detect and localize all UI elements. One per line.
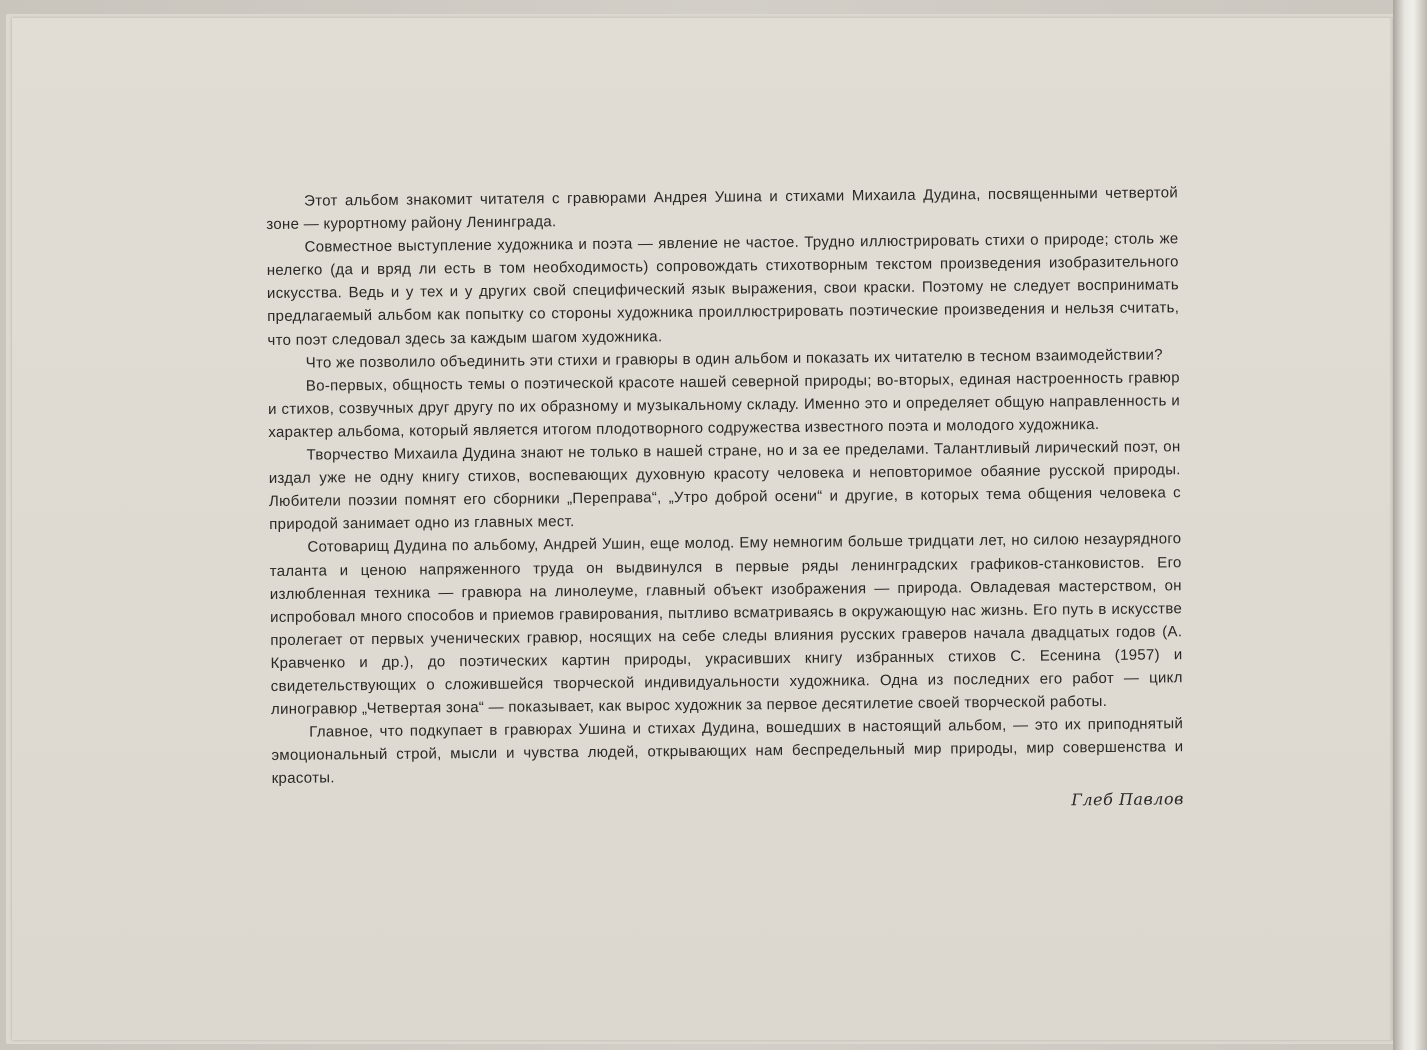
paragraph-1: Этот альбом знакомит читателя с гравюрами Андрея Ушина и стихами Михаила Дудина, посвященными четвертой зоне — курортному району Ленинграда. xyxy=(266,184,1179,234)
foreword-text xyxy=(266,181,1184,819)
paragraph-2: Совместное выступление художника и поэта — явление не частое. Трудно иллюстрировать стихи о природе; столь же нелегко (да и вряд ли есть в том необходимость) сопровождать стихотворным текстом произведения изобразительного искусства. Ведь и у тех и у других свой специфический язык выражения, свои краски. Поэтому не следует воспринимать предлагаемый альбом как попытку со стороны художника проиллюстрировать поэтические произведения и нельзя считать, что поэт следовал здесь за каждым шагом художника. xyxy=(266,230,1180,349)
paragraph-4: Во-первых, общность темы о поэтической красоте нашей северной природы; во-вторых, единая настроенность гравюр и стихов, созвучных друг другу по их образному и музыкальному складу. Именно это и определяет общую направленность и характер альбома, который является итогом плодотворного содружества известного поэта и молодого художника. xyxy=(268,368,1181,441)
author-signature: Глеб Павлов xyxy=(1071,789,1184,810)
paragraph-7: Главное, что подкупает в гравюрах Ушина и стихах Дудина, вошедших в настоящий альбом, — это их приподнятый эмоциональный строй, мысли и чувства людей, открывающих нам беспредельный мир природы, мир совершенства и красоты. xyxy=(271,715,1184,788)
paragraph-5: Творчество Михаила Дудина знают не только в нашей стране, но и за ее пределами. Талантливый лирический поэт, он издал уже не одну книгу стихов, воспевающих духовную красоту человека и неповторимое обаяние русской природы. Любители поэзии помнят его сборники „Переправа“, „Утро доброй осени“ и другие, в которых тема общения человека с природой занимает одно из главных мест. xyxy=(268,438,1182,534)
paragraph-6: Сотоварищ Дудина по альбому, Андрей Ушин, еще молод. Ему немногим больше тридцати лет, но силою незаурядного таланта и ценою напряженного труда он выдвинулся в первые ряды ленинградских графиков-станковистов. Его излюбленная техника — гравюра на линолеуме, главный объект изображения — природа. Овладевая мастерством, он испробовал много способов и приемов гравирования, пытливо всматриваясь в окружающую нас жизнь. Его путь в искусстве пролегает от первых ученических гравюр, носящих на себе следы влияния русских граверов начала двадцатых годов (А. Кравченко и др.), до поэтических картин природы, украсивших книгу избранных стихов С. Есенина (1957) и свидетельствующих о сложившейся творческой индивидуальности художника. Одна из последних его работ — цикл линогравюр „Четвертая зона“ — показывает, как вырос художник за первое десятилетие своей творческой работы. xyxy=(269,530,1183,719)
book-spine xyxy=(1393,0,1427,1050)
paragraph-3: Что же позволило объединить эти стихи и гравюры в один альбом и показать их читателю в тесном взаимодействии? xyxy=(305,346,1163,372)
